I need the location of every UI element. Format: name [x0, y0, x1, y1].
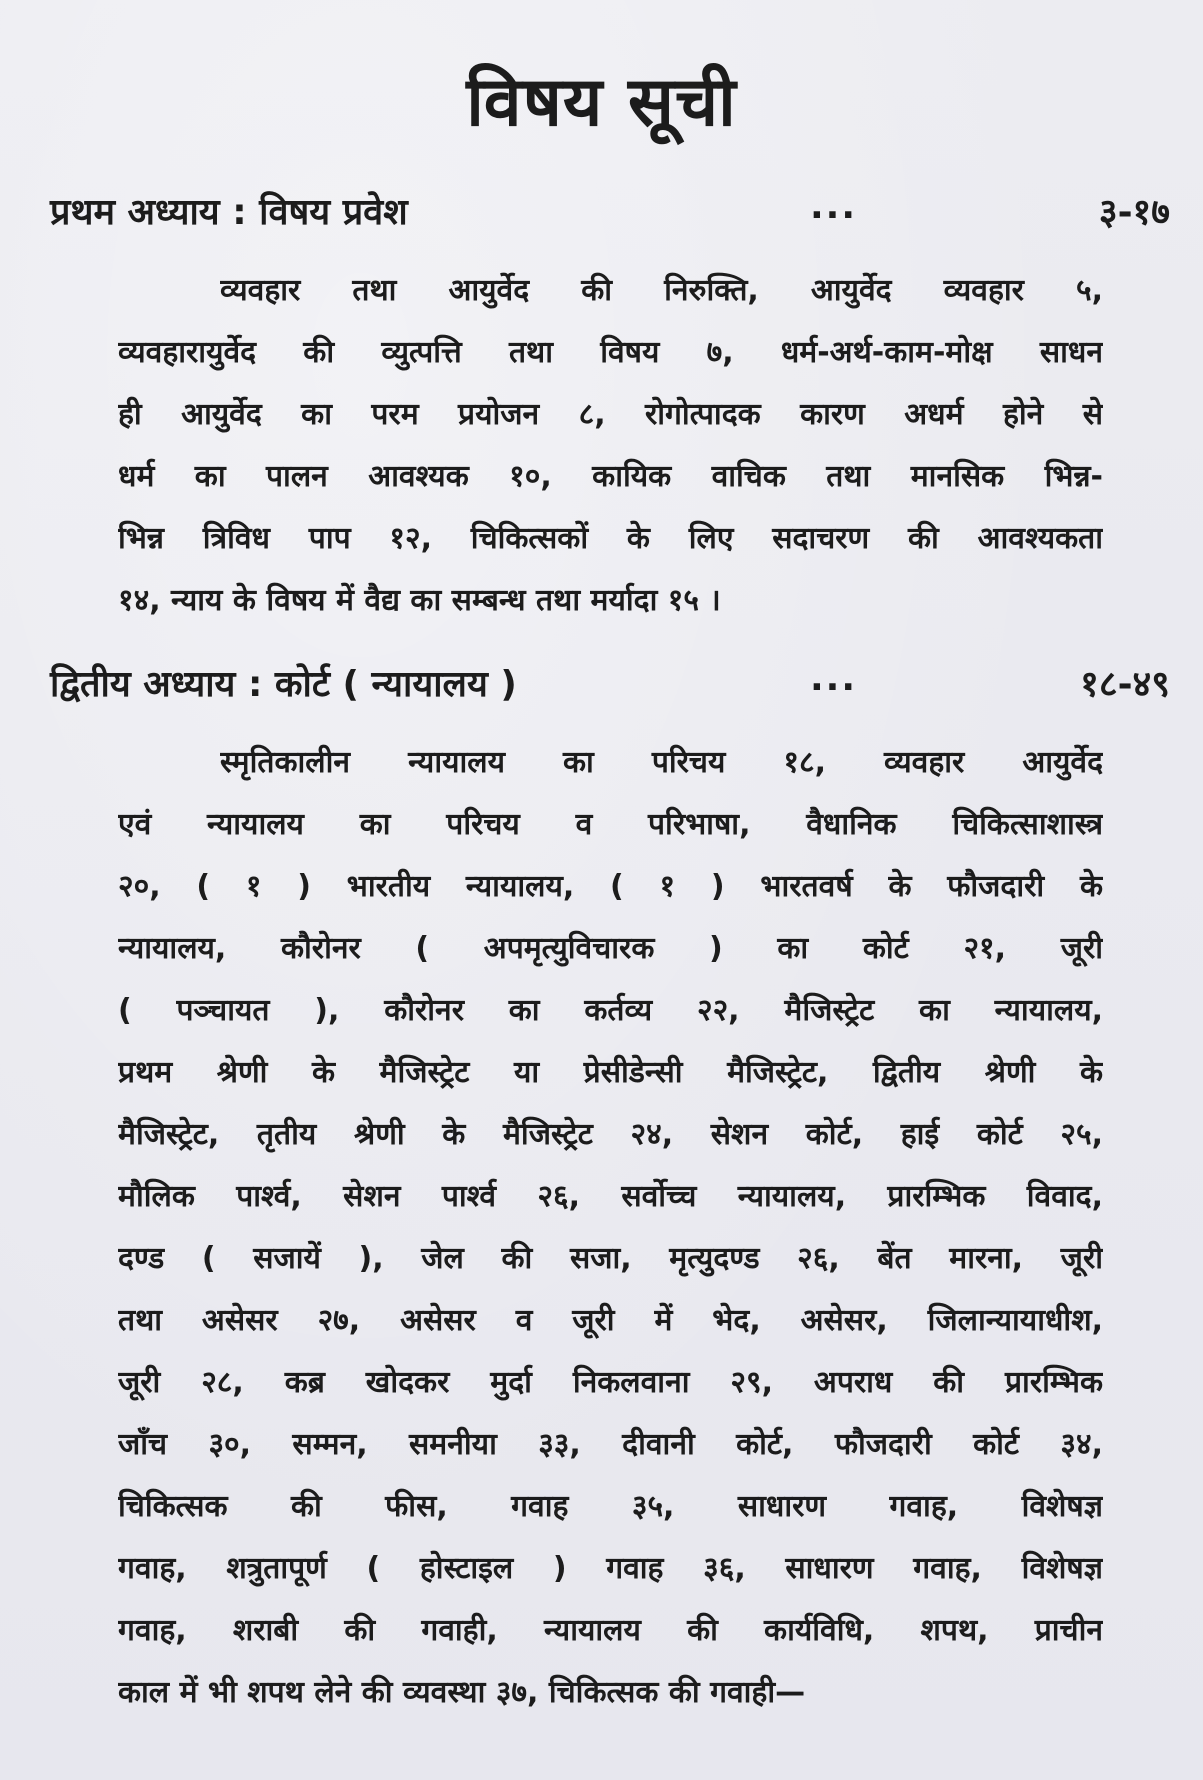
toc-line: मैजिस्ट्रेट, तृतीय श्रेणी के मैजिस्ट्रेट २४, सेशन कोर्ट, हाई कोर्ट २५, [118, 1117, 1103, 1152]
toc-line: एवं न्यायालय का परिचय व परिभाषा, वैधानिक चिकित्साशास्त्र [118, 807, 1103, 842]
toc-line: २०, ( १ ) भारतीय न्यायालय, ( १ ) भारतवर्ष के फौजदारी के [118, 869, 1103, 904]
toc-line: स्मृतिकालीन न्यायालय का परिचय १८, व्यवहार आयुर्वेद [220, 745, 1103, 780]
toc-line: गवाह, शत्रुतापूर्ण ( होस्टाइल ) गवाह ३६, साधारण गवाह, विशेषज्ञ [118, 1551, 1103, 1586]
chapter-title: प्रथम अध्याय : विषय प्रवेश [50, 192, 408, 233]
toc-line: जाँच ३०, सम्मन, समनीया ३३, दीवानी कोर्ट, फौजदारी कोर्ट ३४, [118, 1427, 1103, 1462]
toc-line: चिकित्सक की फीस, गवाह ३५, साधारण गवाह, विशेषज्ञ [118, 1489, 1103, 1524]
toc-line: दण्ड ( सजायें ), जेल की सजा, मृत्युदण्ड २६, बेंत मारना, जूरी [118, 1241, 1103, 1276]
toc-line: ही आयुर्वेद का परम प्रयोजन ८, रोगोत्पादक कारण अधर्म होने से [118, 397, 1103, 432]
chapter-page-range: ३-१७ [1098, 192, 1170, 233]
toc-line: धर्म का पालन आवश्यक १०, कायिक वाचिक तथा मानसिक भिन्न- [118, 459, 1103, 494]
chapter-title: द्वितीय अध्याय : कोर्ट ( न्यायालय ) [50, 664, 517, 705]
toc-line: मौलिक पार्श्व, सेशन पार्श्व २६, सर्वोच्च न्यायालय, प्रारम्भिक विवाद, [118, 1179, 1103, 1214]
toc-line: व्यवहार तथा आयुर्वेद की निरुक्ति, आयुर्वेद व्यवहार ५, [220, 273, 1103, 308]
chapter-heading-2 [50, 658, 1170, 718]
toc-line: जूरी २८, कब्र खोदकर मुर्दा निकलवाना २९, अपराध की प्रारम्भिक [118, 1365, 1103, 1400]
toc-line: काल में भी शपथ लेने की व्यवस्था ३७, चिकित्सक की गवाही— [118, 1675, 806, 1710]
page-title: विषय सूची [466, 63, 737, 142]
toc-line: तथा असेसर २७, असेसर व जूरी में भेद, असेसर, जिलान्यायाधीश, [118, 1303, 1103, 1338]
toc-line: १४, न्याय के विषय में वैद्य का सम्बन्ध तथा मर्यादा १५ । [118, 583, 721, 618]
toc-line: ( पञ्चायत ), कौरोनर का कर्तव्य २२, मैजिस्ट्रेट का न्यायालय, [118, 993, 1103, 1028]
chapter-page-range: १८-४९ [1080, 664, 1170, 705]
toc-line: गवाह, शराबी की गवाही, न्यायालय की कार्यविधि, शपथ, प्राचीन [118, 1613, 1103, 1648]
toc-line: प्रथम श्रेणी के मैजिस्ट्रेट या प्रेसीडेन्सी मैजिस्ट्रेट, द्वितीय श्रेणी के [118, 1055, 1103, 1090]
toc-line: न्यायालय, कौरोनर ( अपमृत्युविचारक ) का कोर्ट २१, जूरी [118, 931, 1103, 966]
toc-line: भिन्न त्रिविध पाप १२, चिकित्सकों के लिए सदाचरण की आवश्यकता [118, 521, 1103, 556]
toc-line: व्यवहारायुर्वेद की व्युत्पत्ति तथा विषय ७, धर्म-अर्थ-काम-मोक्ष साधन [118, 335, 1103, 370]
leader-dots: ... [810, 658, 858, 699]
chapter-heading-1 [50, 186, 1170, 246]
leader-dots: ... [810, 186, 858, 227]
